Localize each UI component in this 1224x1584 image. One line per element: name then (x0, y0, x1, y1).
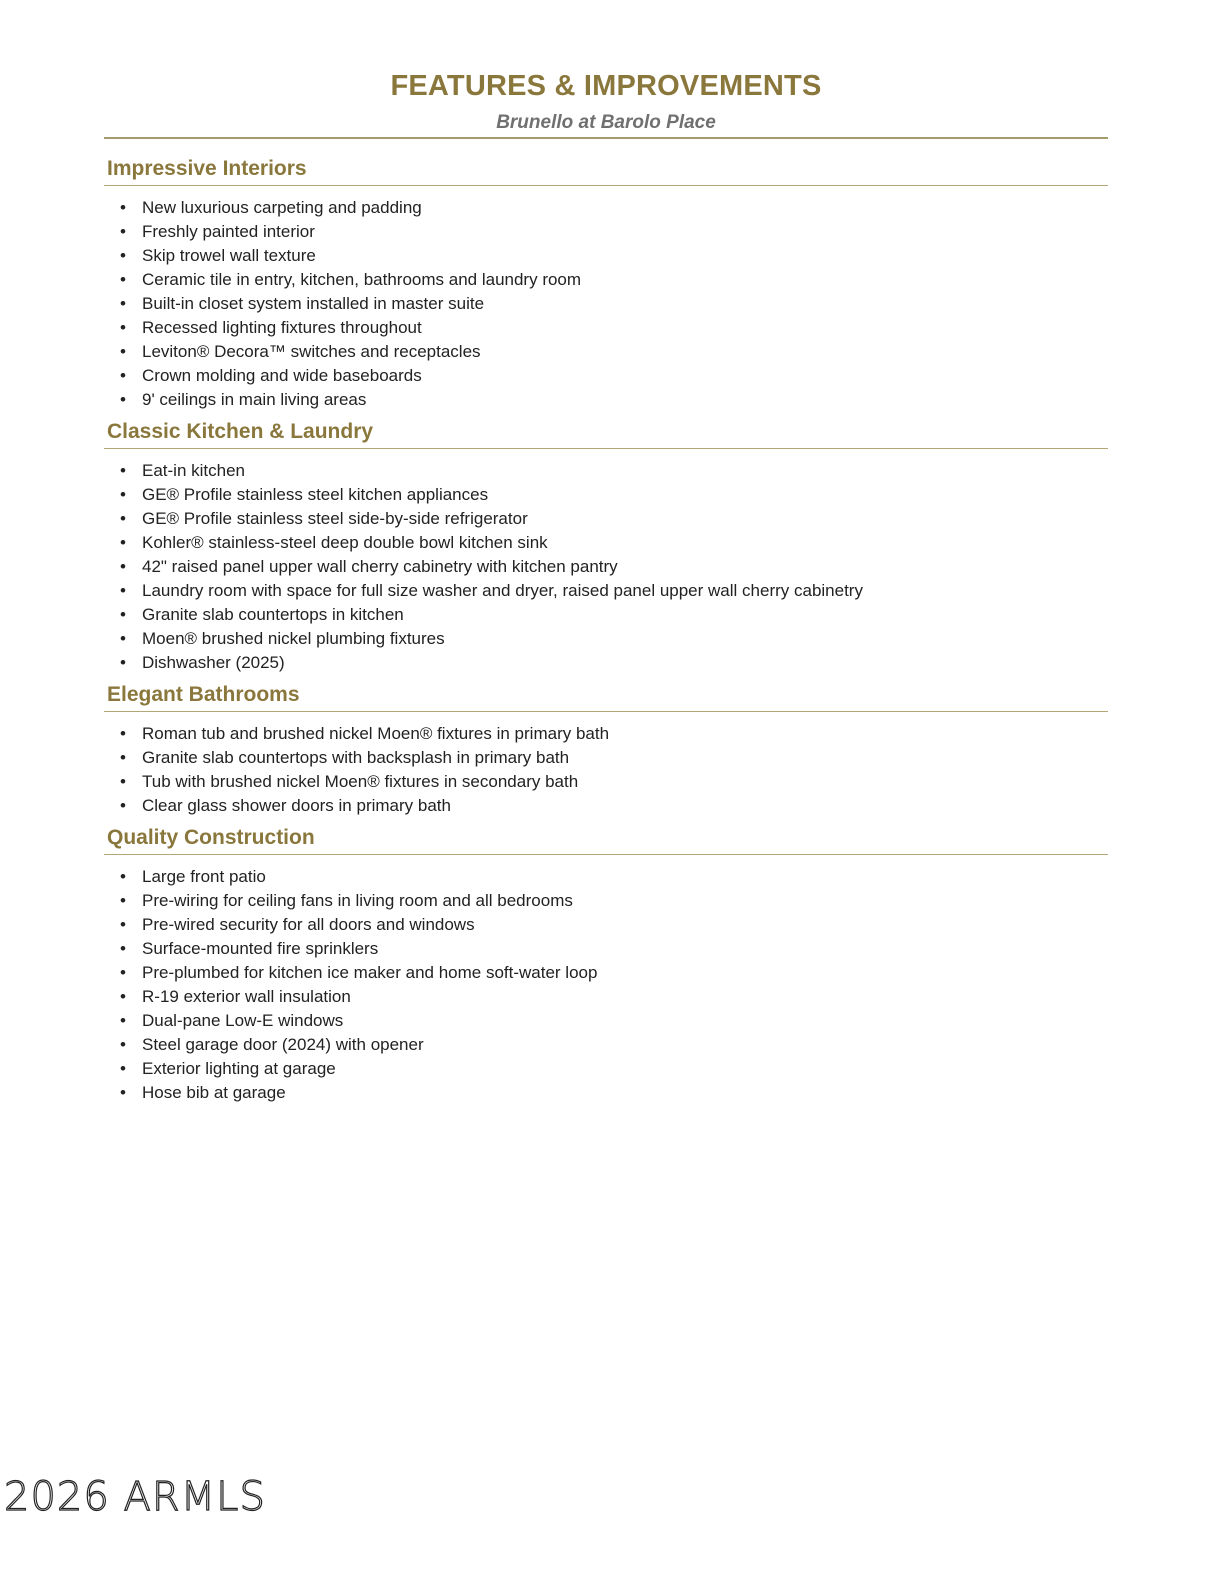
bullet-icon: • (120, 963, 126, 982)
feature-section (104, 681, 1108, 824)
feature-list (104, 186, 1108, 418)
list-item (104, 1033, 1108, 1057)
section-heading: Elegant Bathrooms (104, 681, 1108, 712)
list-item-text: Surface-mounted fire sprinklers (142, 939, 379, 958)
bullet-icon: • (120, 342, 126, 361)
bullet-icon: • (120, 891, 126, 910)
list-item-text: Laundry room with space for full size washer and dryer, raised panel upper wall cherry cabinetry (142, 581, 863, 600)
list-item-text: R-19 exterior wall insulation (142, 987, 351, 1006)
list-item (104, 889, 1108, 913)
bullet-icon: • (120, 318, 126, 337)
list-item (104, 627, 1108, 651)
bullet-icon: • (120, 485, 126, 504)
list-item (104, 865, 1108, 889)
feature-section (104, 824, 1108, 1111)
list-item-text: Leviton® Decora™ switches and receptacles (142, 342, 481, 361)
bullet-icon: • (120, 461, 126, 480)
section-heading: Classic Kitchen & Laundry (104, 418, 1108, 449)
bullet-icon: • (120, 653, 126, 672)
list-item (104, 746, 1108, 770)
list-item-text: Moen® brushed nickel plumbing fixtures (142, 629, 445, 648)
section-heading: Impressive Interiors (104, 155, 1108, 186)
list-item (104, 388, 1108, 412)
list-item (104, 507, 1108, 531)
bullet-icon: • (120, 198, 126, 217)
list-item (104, 364, 1108, 388)
list-item-text: Skip trowel wall texture (142, 246, 316, 265)
feature-list (104, 449, 1108, 681)
bullet-icon: • (120, 222, 126, 241)
list-item-text: Steel garage door (2024) with opener (142, 1035, 424, 1054)
bullet-icon: • (120, 915, 126, 934)
feature-section (104, 155, 1108, 418)
list-item (104, 196, 1108, 220)
list-item-text: Roman tub and brushed nickel Moen® fixtures in primary bath (142, 724, 610, 743)
list-item-text: Eat-in kitchen (142, 461, 245, 480)
bullet-icon: • (120, 1083, 126, 1102)
feature-section (104, 418, 1108, 681)
watermark: 2026 ARMLS (4, 1474, 266, 1520)
list-item-text: Crown molding and wide baseboards (142, 366, 422, 385)
bullet-icon: • (120, 772, 126, 791)
list-item (104, 1081, 1108, 1105)
list-item (104, 603, 1108, 627)
feature-list (104, 855, 1108, 1111)
list-item (104, 1057, 1108, 1081)
bullet-icon: • (120, 557, 126, 576)
bullet-icon: • (120, 629, 126, 648)
bullet-icon: • (120, 796, 126, 815)
list-item-text: GE® Profile stainless steel kitchen appliances (142, 485, 489, 504)
page-title: FEATURES & IMPROVEMENTS (390, 70, 822, 102)
bullet-icon: • (120, 246, 126, 265)
list-item (104, 770, 1108, 794)
bullet-icon: • (120, 867, 126, 886)
feature-list (104, 712, 1108, 824)
list-item-text: New luxurious carpeting and padding (142, 198, 422, 217)
list-item (104, 531, 1108, 555)
list-item-text: Kohler® stainless-steel deep double bowl kitchen sink (142, 533, 548, 552)
list-item-text: Recessed lighting fixtures throughout (142, 318, 422, 337)
bullet-icon: • (120, 939, 126, 958)
page-subtitle: Brunello at Barolo Place (496, 112, 716, 133)
list-item (104, 483, 1108, 507)
list-item-text: Exterior lighting at garage (142, 1059, 336, 1078)
list-item-text: 42" raised panel upper wall cherry cabinetry with kitchen pantry (142, 557, 618, 576)
list-item-text: Dishwasher (2025) (142, 653, 285, 672)
list-item (104, 555, 1108, 579)
bullet-icon: • (120, 366, 126, 385)
list-item (104, 340, 1108, 364)
list-item-text: Granite slab countertops in kitchen (142, 605, 404, 624)
list-item-text: Hose bib at garage (142, 1083, 286, 1102)
bullet-icon: • (120, 294, 126, 313)
bullet-icon: • (120, 987, 126, 1006)
list-item-text: Granite slab countertops with backsplash in primary bath (142, 748, 570, 767)
list-item (104, 985, 1108, 1009)
list-item-text: Ceramic tile in entry, kitchen, bathrooms and laundry room (142, 270, 582, 289)
bullet-icon: • (120, 1011, 126, 1030)
list-item (104, 1009, 1108, 1033)
bullet-icon: • (120, 605, 126, 624)
list-item-text: Dual-pane Low-E windows (142, 1011, 344, 1030)
section-heading: Quality Construction (104, 824, 1108, 855)
list-item-text: 9' ceilings in main living areas (142, 390, 367, 409)
title-divider (104, 137, 1108, 139)
bullet-icon: • (120, 748, 126, 767)
list-item (104, 316, 1108, 340)
bullet-icon: • (120, 1059, 126, 1078)
list-item-text: Freshly painted interior (142, 222, 315, 241)
list-item (104, 794, 1108, 818)
bullet-icon: • (120, 390, 126, 409)
list-item-text: Built-in closet system installed in master suite (142, 294, 485, 313)
list-item (104, 268, 1108, 292)
list-item (104, 913, 1108, 937)
list-item-text: Pre-wired security for all doors and windows (142, 915, 475, 934)
list-item-text: Pre-wiring for ceiling fans in living room and all bedrooms (142, 891, 573, 910)
bullet-icon: • (120, 509, 126, 528)
list-item (104, 937, 1108, 961)
bullet-icon: • (120, 724, 126, 743)
feature-sections (104, 155, 1108, 1111)
list-item-text: Pre-plumbed for kitchen ice maker and home soft-water loop (142, 963, 598, 982)
list-item-text: Tub with brushed nickel Moen® fixtures in secondary bath (142, 772, 579, 791)
list-item (104, 651, 1108, 675)
list-item (104, 579, 1108, 603)
bullet-icon: • (120, 581, 126, 600)
bullet-icon: • (120, 1035, 126, 1054)
list-item (104, 722, 1108, 746)
list-item (104, 244, 1108, 268)
list-item (104, 292, 1108, 316)
list-item (104, 220, 1108, 244)
list-item (104, 459, 1108, 483)
list-item-text: Clear glass shower doors in primary bath (142, 796, 451, 815)
list-item-text: Large front patio (142, 867, 266, 886)
bullet-icon: • (120, 270, 126, 289)
list-item (104, 961, 1108, 985)
bullet-icon: • (120, 533, 126, 552)
list-item-text: GE® Profile stainless steel side-by-side refrigerator (142, 509, 528, 528)
